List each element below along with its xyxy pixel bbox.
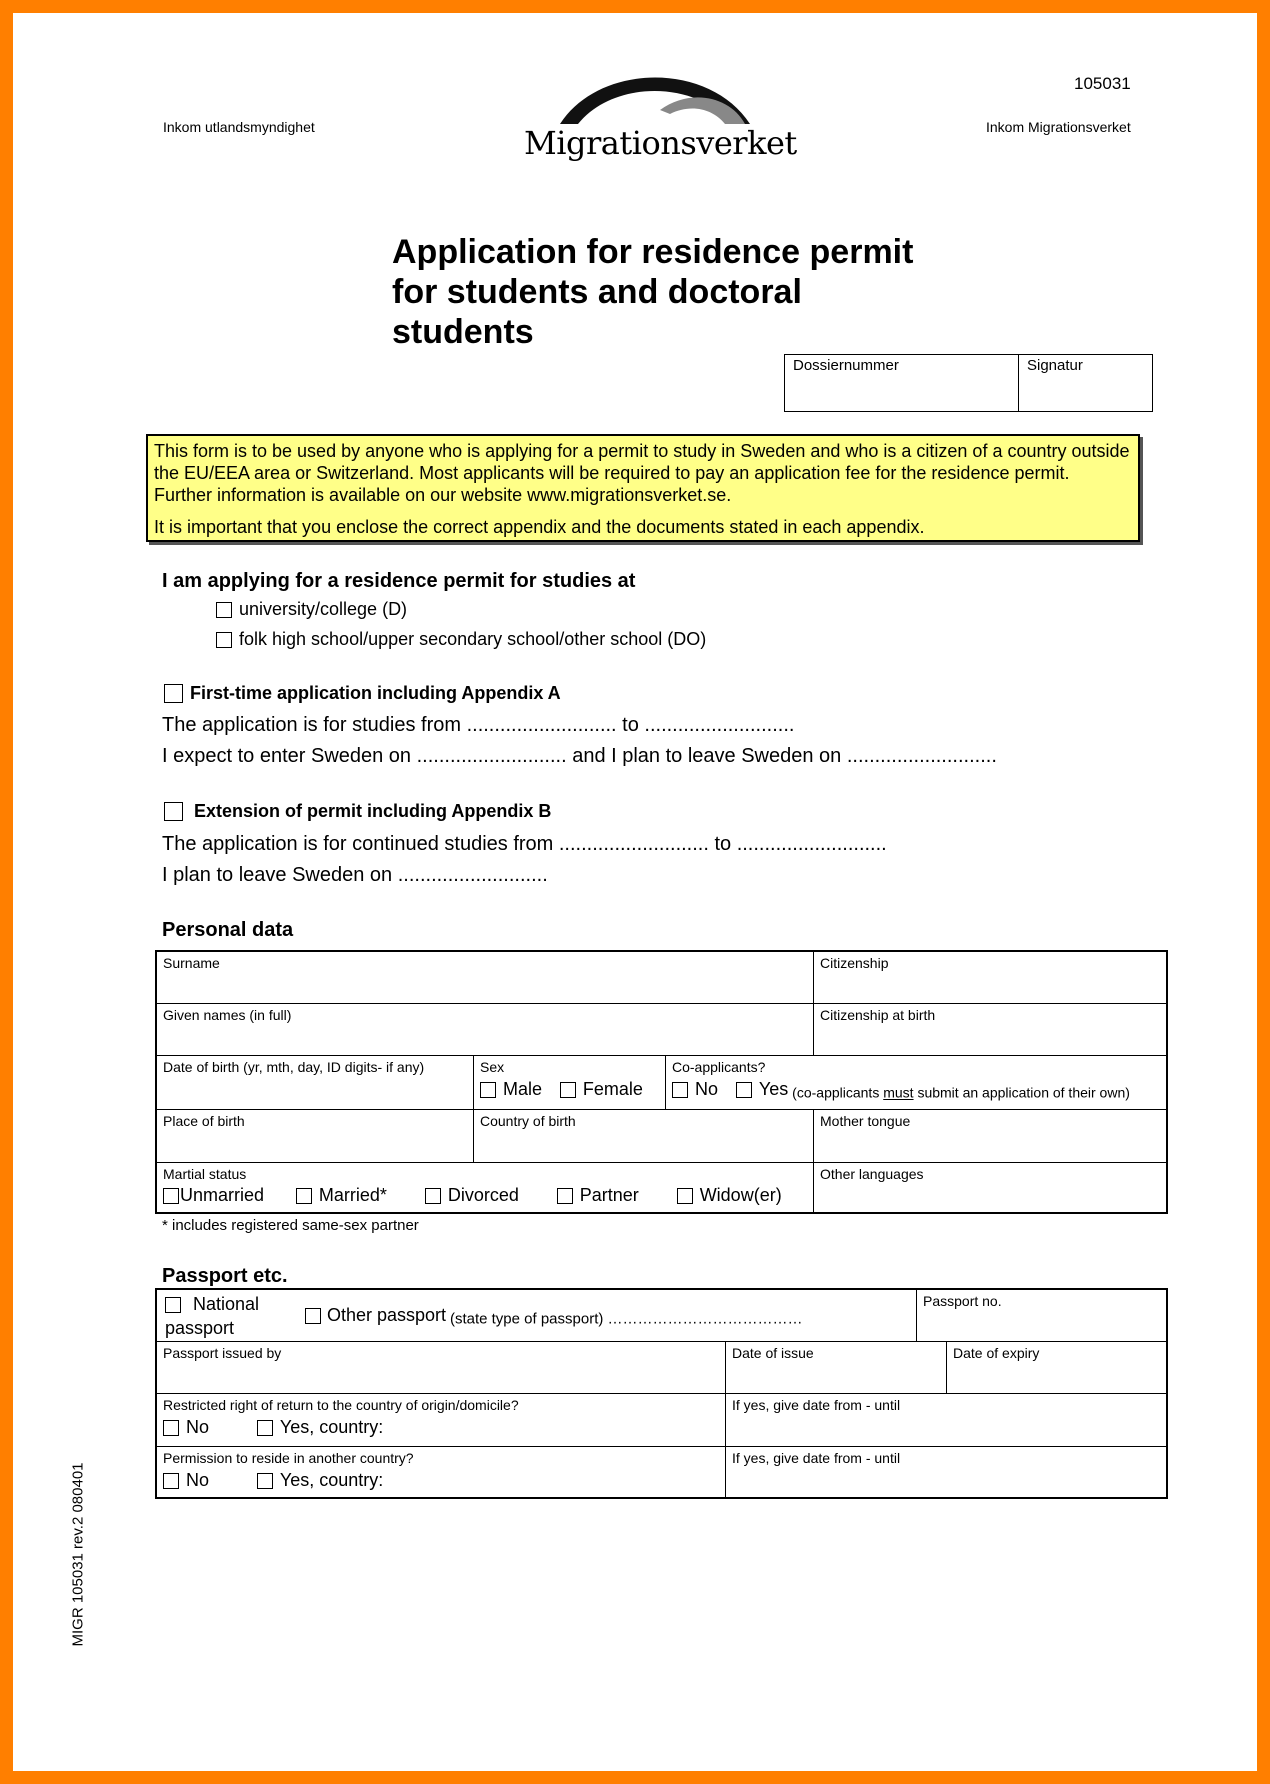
logo-wordmark: Migrationsverket [524,124,797,162]
sex-male-option[interactable] [480,1079,542,1100]
sex-field [474,1056,666,1110]
other-passport-note: (state type of passport) ………………………………… [449,1310,803,1328]
restricted-dates-label: If yes, give date from - until [732,1397,901,1413]
info-text-2: It is important that you enclose the correct appendix and the documents stated in each appendix. [154,517,925,537]
national-passport-label: National [193,1294,260,1314]
option-folk-high-school[interactable] [216,629,706,650]
partner-option[interactable] [557,1185,639,1206]
passport-number-label: Passport no. [923,1293,1002,1309]
checkbox-female[interactable] [560,1082,576,1098]
checkbox-first-time[interactable] [164,684,183,703]
sex-female-option[interactable] [560,1079,643,1100]
reside-no-label: No [186,1470,210,1490]
extension-leave-date: I plan to leave Sweden on ........................... [162,864,548,886]
widow-option[interactable] [677,1185,782,1206]
passport-heading: Passport etc. [162,1265,288,1287]
marital-status-field [157,1163,814,1212]
extension-heading: Extension of permit including Appendix B [194,801,552,821]
citizenship-field[interactable] [814,952,1166,1004]
reside-yes-option[interactable] [257,1470,383,1491]
passport-table [155,1288,1168,1499]
restricted-yes-label: Yes, country: [279,1417,384,1437]
logo-arc-icon [520,68,790,128]
checkbox-reside-no[interactable] [163,1473,179,1489]
female-label: Female [582,1079,643,1099]
co-no-label: No [695,1079,719,1099]
widow-label: Widow(er) [699,1185,782,1205]
extension-option[interactable] [164,801,551,822]
applying-heading: I am applying for a residence permit for studies at [162,570,636,592]
first-time-study-dates: The application is for studies from ........................... to ........................... [162,714,795,736]
info-text-1: This form is to be used by anyone who is applying for a permit to study in Sweden and who is a citizen of a country outside the EU/EEA area or Switzerland. Most applicants will be required to pay an application fee for the residence permit. Further information is available on our website www.migrationsverket.se. [154,441,1130,505]
reside-other-country-label: Permission to reside in another country? [163,1450,414,1466]
dossier-number-label: Dossiernummer [793,357,899,374]
married-option[interactable] [296,1185,387,1206]
dossier-number-field[interactable] [785,355,1019,411]
surname-field[interactable] [157,952,814,1004]
checkbox-national-passport[interactable] [165,1297,181,1313]
other-languages-field[interactable] [814,1163,1166,1212]
title-line-3: students [392,313,534,351]
info-box [146,434,1140,542]
country-of-birth-field[interactable] [474,1110,814,1163]
reside-yes-label: Yes, country: [279,1470,384,1490]
received-abroad-label: Inkom utlandsmyndighet [163,119,315,135]
co-applicants-no-option[interactable] [672,1079,718,1100]
checkbox-married[interactable] [296,1188,312,1204]
passport-issued-by-field[interactable] [157,1342,726,1394]
citizenship-birth-label: Citizenship at birth [820,1007,936,1023]
form-number: 105031 [1074,74,1131,93]
partner-label: Partner [579,1185,639,1205]
passport-type-field [157,1290,917,1342]
other-passport-label: Other passport [327,1305,447,1325]
restricted-return-field [157,1394,726,1447]
mother-tongue-field[interactable] [814,1110,1166,1163]
date-of-expiry-label: Date of expiry [953,1345,1040,1361]
date-of-expiry-field[interactable] [947,1342,1166,1394]
checkbox-restricted-no[interactable] [163,1420,179,1436]
co-applicants-field [666,1056,1166,1110]
extension-study-dates: The application is for continued studies from ........................... to ........................... [162,833,887,855]
first-time-travel-dates: I expect to enter Sweden on ........................... and I plan to leave Sweden on ........................... [162,745,997,767]
personal-data-heading: Personal data [162,919,294,941]
date-of-issue-label: Date of issue [732,1345,814,1361]
country-of-birth-label: Country of birth [480,1113,576,1129]
co-applicants-yes-option[interactable] [736,1079,788,1100]
checkbox-extension[interactable] [164,802,183,821]
unmarried-option[interactable] [163,1185,264,1206]
checkbox-divorced[interactable] [425,1188,441,1204]
divorced-option[interactable] [425,1185,519,1206]
passport-issued-by-label: Passport issued by [163,1345,282,1361]
marital-status-label: Martial status [163,1166,247,1182]
checkbox-co-yes[interactable] [736,1082,752,1098]
citizenship-label: Citizenship [820,955,889,971]
co-note-must: must [883,1084,914,1101]
marital-footnote: * includes registered same-sex partner [162,1217,419,1234]
national-passport-option[interactable] [165,1294,259,1315]
page-title [392,232,952,352]
checkbox-partner[interactable] [557,1188,573,1204]
co-note-prefix: (co-applicants [792,1084,884,1101]
checkbox-co-no[interactable] [672,1082,688,1098]
place-of-birth-label: Place of birth [163,1113,245,1129]
national-passport-label-2: passport [165,1317,235,1338]
form-revision-code: MIGR 105031 rev.2 080401 [69,1462,87,1647]
other-languages-label: Other languages [820,1166,924,1182]
restricted-no-label: No [186,1417,210,1437]
married-label: Married* [318,1185,387,1205]
divorced-label: Divorced [447,1185,519,1205]
reside-other-country-field [157,1447,726,1497]
given-names-field[interactable] [157,1004,814,1056]
checkbox-male[interactable] [480,1082,496,1098]
checkbox-university[interactable] [216,602,232,618]
reside-no-option[interactable] [163,1470,209,1491]
restricted-return-label: Restricted right of return to the country of origin/domicile? [163,1397,519,1413]
date-of-birth-label: Date of birth (yr, mth, day, ID digits- if any) [163,1059,425,1075]
surname-label: Surname [163,955,220,971]
unmarried-label: Unmarried [180,1185,265,1205]
office-use-box [784,354,1153,412]
checkbox-other-passport[interactable] [305,1308,321,1324]
option-university[interactable] [216,599,407,620]
checkbox-folk-high-school[interactable] [216,632,232,648]
migrationsverket-logo [520,68,797,168]
restricted-dates-field[interactable] [726,1394,1166,1447]
checkbox-unmarried[interactable] [163,1188,179,1204]
given-names-label: Given names (in full) [163,1007,292,1023]
passport-number-field[interactable] [917,1290,1166,1342]
place-of-birth-field[interactable] [157,1110,474,1163]
co-note-suffix: submit an application of their own) [913,1084,1130,1101]
co-applicants-note [792,1085,1130,1101]
checkbox-reside-yes[interactable] [257,1473,273,1489]
date-of-birth-field[interactable] [157,1056,474,1110]
mother-tongue-label: Mother tongue [820,1113,911,1129]
co-yes-label: Yes [758,1079,789,1099]
received-migration-label: Inkom Migrationsverket [986,119,1131,135]
signature-field[interactable] [1019,355,1152,415]
checkbox-widow[interactable] [677,1188,693,1204]
male-label: Male [503,1079,543,1099]
citizenship-birth-field[interactable] [814,1004,1166,1056]
option-folk-high-school-label: folk high school/upper secondary school/other school (DO) [239,629,707,649]
restricted-yes-option[interactable] [257,1417,383,1438]
option-university-label: university/college (D) [239,599,408,619]
first-time-heading: First-time application including Appendix A [190,683,561,703]
reside-dates-label: If yes, give date from - until [732,1450,901,1466]
personal-data-table [155,950,1168,1214]
checkbox-restricted-yes[interactable] [257,1420,273,1436]
reside-dates-field[interactable] [726,1447,1166,1497]
restricted-no-option[interactable] [163,1417,209,1438]
co-applicants-label: Co-applicants? [672,1059,766,1075]
title-line-2: for students and doctoral [392,273,802,311]
first-time-option[interactable] [164,683,561,704]
date-of-issue-field[interactable] [726,1342,947,1394]
sex-label: Sex [480,1059,505,1075]
signature-label: Signatur [1027,357,1083,374]
other-passport-option[interactable] [305,1305,446,1326]
title-line-1: Application for residence permit [392,233,914,271]
